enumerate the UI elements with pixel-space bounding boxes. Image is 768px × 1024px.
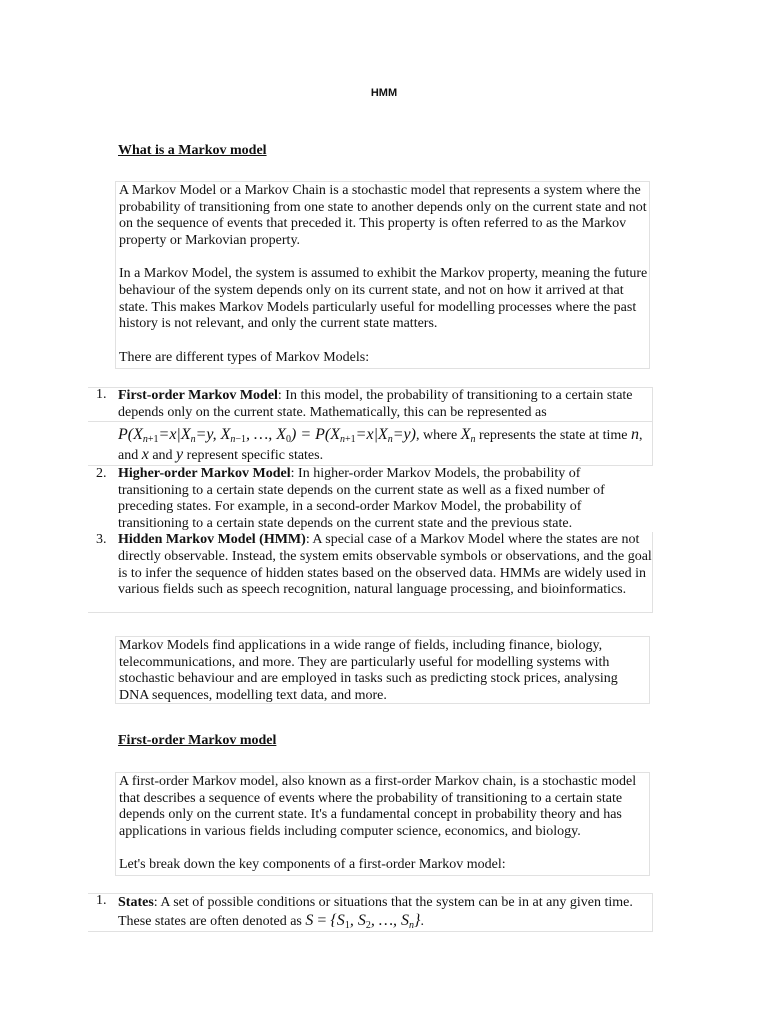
list-number: 1. <box>96 893 107 908</box>
list-number: 1. <box>96 387 107 402</box>
list-text: : A special case of a Markov Model where the states are not directly observable. Instead, the system emits observable symbols or observations, and the goal is to infer the sequence of hidden states based on the observed data. HMMs are widely used in various fields such as speech recognition, natural language processing, and bioinformatics. <box>118 532 652 598</box>
list-term: States <box>118 895 154 910</box>
section-heading-markov-model: What is a Markov model <box>118 143 267 158</box>
list-number: 3. <box>96 532 107 548</box>
markov-types-list <box>88 387 653 613</box>
intro-paragraph-1: A Markov Model or a Markov Chain is a stochastic model that represents a system where the probability of transitioning from one state to another depends only on the current state and not on the sequence of events that preceded it. This property is often referred to as the Markov property or Markovian property. <box>119 183 647 248</box>
applications-text-block <box>115 636 650 704</box>
section-heading-first-order: First-order Markov model <box>118 733 277 748</box>
var-xn: $X_n$ <box>460 426 476 445</box>
list-term: Higher-order Markov Model <box>118 466 291 481</box>
list-item: 1. States: A set of possible conditions or situations that the system can be in at any given time. These states are often denoted as $S = \{S_1$, $S_2$, …, $S_n$}. <box>88 893 653 932</box>
intro-paragraph-3: There are different types of Markov Models: <box>119 349 370 365</box>
components-list <box>88 893 653 932</box>
states-formula: $S = \{S_1$, $S_2$, …, $S_n$} <box>305 912 421 931</box>
markov-formula: $P(X_{n+1}=x|X_n=y$, $X_{n-1}$, …, $X_0) = P(X_{n+1}=x|X_n=y)$ <box>118 426 416 445</box>
document-title: HMM <box>370 87 398 99</box>
var-n: n <box>630 426 639 443</box>
first-order-paragraph-2: Let's break down the key components of a first-order Markov model: <box>119 857 506 873</box>
var-y: y <box>176 446 184 463</box>
first-order-text-block <box>115 772 650 876</box>
list-text: : In higher-order Markov Models, the probability of transitioning to a certain state depends on the current state as well as a fixed number of preceding states. For example, in a second-order Markov Model, the probability of transitioning to a certain state depends on the current state and the previous state. <box>118 466 605 531</box>
first-order-paragraph-1: A first-order Markov model, also known as a first-order Markov chain, is a stochastic model that describes a sequence of events where the probability of transitioning to a certain state depends only on the current state. It's a fundamental concept in probability theory and has applications in various fields including computer science, economics, and biology. <box>119 774 637 839</box>
list-text: : A set of possible conditions or situations that the system can be in at any given time. These states are often denoted as <box>118 895 633 929</box>
list-term: First-order Markov Model <box>118 388 278 403</box>
list-number: 2. <box>96 466 107 481</box>
list-term: Hidden Markov Model (HMM) <box>118 532 306 548</box>
applications-paragraph: Markov Models find applications in a wide range of fields, including finance, biology, telecommunications, and more. They are particularly useful for modelling systems with stochastic behaviour and are employed in tasks such as predicting stock prices, analysing DNA sequences, modelling text data, and more. <box>119 638 618 703</box>
var-x: x <box>141 446 149 463</box>
list-text: : In this model, the probability of transitioning to a certain state depends only on the current state. Mathematically, this can be represented as <box>118 388 633 420</box>
list-item <box>88 532 653 613</box>
intro-text-block <box>115 181 650 369</box>
list-item: 1. First-order Markov Model: In this model, the probability of transitioning to a certain state depends only on the current state. Mathematically, this can be represented as $P(X_{n+1}=x|X_n=y$, $X_{n-1}$, …, $X_0) = P(X_{n+1}=x|X_n=y)$, where $X_n$ represents the state at time n, and x and y represent specific states. <box>88 387 653 466</box>
list-item <box>88 466 653 532</box>
intro-paragraph-2: In a Markov Model, the system is assumed to exhibit the Markov property, meaning the future behaviour of the system depends only on its current state, and not on how it arrived at that state. This makes Markov Models particularly useful for modelling processes where the past history is not relevant, and only the current state matters. <box>119 266 648 332</box>
